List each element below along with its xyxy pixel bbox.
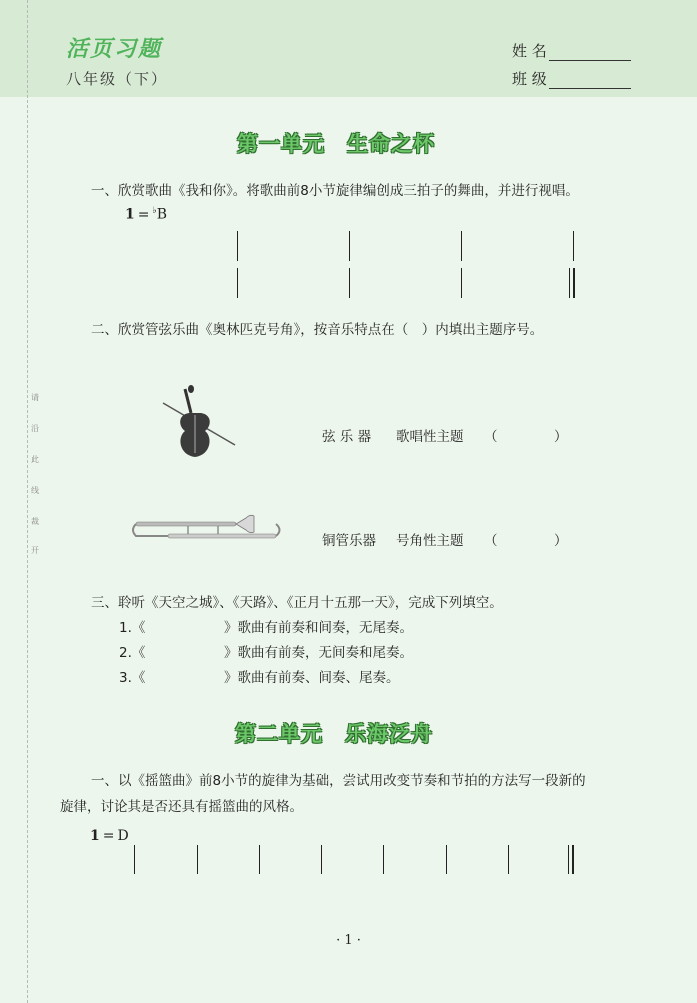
unit2-q1-line1: 一、以《摇篮曲》前8小节的旋律为基础，尝试用改变节奏和节拍的方法写一段新的 bbox=[91, 773, 586, 789]
class-field[interactable] bbox=[512, 68, 631, 89]
brass-instrument-label: 铜管乐器 bbox=[322, 533, 376, 549]
key-number: 1 bbox=[90, 828, 100, 844]
bar-line bbox=[508, 845, 509, 874]
answer-paren-open: （ bbox=[484, 429, 498, 445]
class-input-line[interactable] bbox=[549, 74, 631, 89]
final-double-bar bbox=[568, 845, 574, 874]
fill-item-text: 》歌曲有前奏，无间奏和尾奏。 bbox=[224, 645, 413, 661]
unit1-q3-text: 三、聆听《天空之城》、《天路》、《正月十五那一天》，完成下列填空。 bbox=[91, 595, 503, 611]
fill-item-text: 》歌曲有前奏和间奏，无尾奏。 bbox=[224, 620, 413, 636]
unit1-q1-text: 一、欣赏歌曲《我和你》。将歌曲前8小节旋律编创成三拍子的舞曲，并进行视唱。 bbox=[91, 183, 579, 199]
horn-theme-label: 号角性主题 bbox=[396, 533, 464, 549]
unit2-q1-line2: 旋律，讨论其是否还具有摇篮曲的风格。 bbox=[60, 799, 303, 815]
brand-title: 活页习题 bbox=[66, 37, 163, 62]
bar-line bbox=[197, 845, 198, 874]
string-instrument-label: 弦 乐 器 bbox=[322, 429, 372, 445]
cut-word: 请 bbox=[31, 393, 39, 402]
cut-word: 裁 bbox=[31, 517, 39, 526]
bar-line bbox=[383, 845, 384, 874]
fill-item-number: 3.《 bbox=[119, 670, 146, 686]
bar-line bbox=[461, 231, 462, 261]
fill-item-text: 》歌曲有前奏、间奏、尾奏。 bbox=[224, 670, 400, 686]
bar-line bbox=[321, 845, 322, 874]
key-number: 1 bbox=[125, 206, 135, 223]
bar-line bbox=[237, 231, 238, 261]
violin-icon bbox=[155, 385, 245, 465]
cut-line bbox=[27, 0, 28, 1003]
bar-line bbox=[134, 845, 135, 874]
unit1-q2-text: 二、欣赏管弦乐曲《奥林匹克号角》，按音乐特点在（ ）内填出主题序号。 bbox=[91, 322, 544, 338]
key-equals: = bbox=[137, 206, 150, 223]
bar-line bbox=[573, 231, 574, 261]
class-label: 班 级 bbox=[512, 70, 547, 88]
fill-item-number: 1.《 bbox=[119, 620, 146, 636]
final-double-bar bbox=[569, 268, 575, 298]
bar-line bbox=[446, 845, 447, 874]
key-note: D bbox=[117, 828, 129, 844]
trombone-icon bbox=[128, 510, 283, 548]
bar-line bbox=[349, 268, 350, 298]
grade-label: 八年级（下） bbox=[66, 70, 169, 88]
page-number: · 1 · bbox=[336, 933, 361, 948]
singing-theme-label: 歌唱性主题 bbox=[396, 429, 464, 445]
key-note: B bbox=[156, 206, 168, 223]
flat-sign: ♭ bbox=[152, 206, 157, 216]
unit1-title: 第一单元 生命之杯 bbox=[237, 132, 435, 156]
unit2-key-signature bbox=[90, 828, 129, 844]
answer-paren-close: ） bbox=[554, 429, 568, 445]
cut-word: 线 bbox=[31, 486, 39, 495]
page-header bbox=[0, 0, 697, 97]
key-equals: = bbox=[102, 828, 115, 844]
fill-item-number: 2.《 bbox=[119, 645, 146, 661]
unit2-title: 第二单元 乐海泛舟 bbox=[235, 722, 433, 746]
name-field[interactable] bbox=[512, 40, 631, 61]
bar-line bbox=[461, 268, 462, 298]
bar-line bbox=[259, 845, 260, 874]
cut-word: 开 bbox=[31, 546, 39, 555]
name-input-line[interactable] bbox=[549, 46, 631, 61]
unit1-key-signature bbox=[125, 206, 167, 223]
bar-line bbox=[237, 268, 238, 298]
answer-paren-close: ） bbox=[554, 533, 568, 549]
bar-line bbox=[349, 231, 350, 261]
name-label: 姓 名 bbox=[512, 42, 547, 60]
cut-word: 此 bbox=[31, 455, 39, 464]
answer-paren-open: （ bbox=[484, 533, 498, 549]
cut-word: 沿 bbox=[31, 424, 39, 433]
